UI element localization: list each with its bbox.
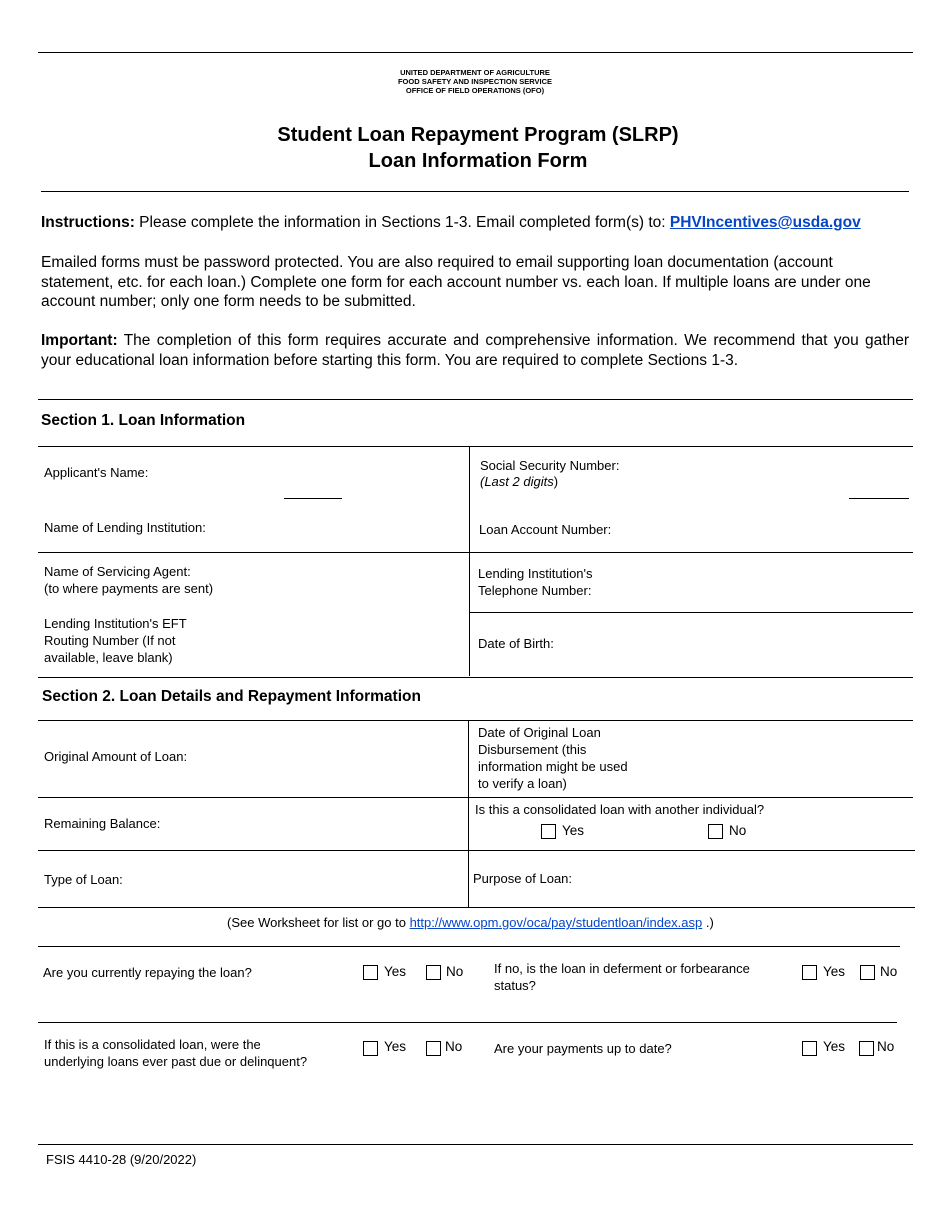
consolidated-question: Is this a consolidated loan with another individual? bbox=[475, 802, 765, 817]
dob-label: Date of Birth: bbox=[478, 636, 554, 651]
consolidated-yes-checkbox[interactable] bbox=[541, 824, 556, 839]
disbursement-label-line4: to verify a loan) bbox=[478, 776, 567, 791]
worksheet-rule bbox=[38, 946, 900, 947]
important-label: Important: bbox=[41, 332, 118, 349]
ssn-underline bbox=[849, 498, 909, 499]
agency-line-3: OFFICE OF FIELD OPERATIONS (OFO) bbox=[405, 86, 545, 95]
consolidated-no-checkbox[interactable] bbox=[708, 824, 723, 839]
lending-institution-label: Name of Lending Institution: bbox=[44, 520, 206, 535]
section1-row3-rule bbox=[469, 612, 913, 613]
original-amount-label: Original Amount of Loan: bbox=[44, 749, 188, 764]
password-paragraph: Emailed forms must be password protected. You are also required to email supporting loan documentation (account statement, etc. for each loan.) Complete one form for each account number vs. each loan. If multiple loans are under one account number; only one form needs to be submitted. bbox=[41, 254, 871, 310]
agency-line-1: UNITED DEPARTMENT OF AGRICULTURE bbox=[400, 68, 550, 77]
up-to-date-yes-label: Yes bbox=[823, 1039, 846, 1054]
deferment-yes-label: Yes bbox=[823, 964, 846, 979]
past-due-yes-checkbox[interactable] bbox=[363, 1041, 378, 1056]
remaining-balance-label: Remaining Balance: bbox=[44, 816, 161, 831]
applicant-name-underline bbox=[284, 498, 342, 499]
section1-row2-rule bbox=[38, 552, 913, 553]
section2-heading: Section 2. Loan Details and Repayment Information bbox=[42, 688, 421, 705]
form-number: FSIS 4410-28 (9/20/2022) bbox=[46, 1152, 197, 1167]
disbursement-label-line1: Date of Original Loan bbox=[478, 725, 601, 740]
consolidated-yes-label: Yes bbox=[562, 823, 585, 838]
ssn-note-close: ) bbox=[553, 474, 559, 489]
top-rule bbox=[38, 52, 913, 53]
deferment-no-label: No bbox=[880, 964, 898, 979]
lender-phone-label-line2: Telephone Number: bbox=[478, 583, 592, 598]
deferment-yes-checkbox[interactable] bbox=[802, 965, 817, 980]
disbursement-label-line2: Disbursement (this bbox=[478, 742, 587, 757]
past-due-question-line2: underlying loans ever past due or delinquent? bbox=[44, 1054, 308, 1069]
applicant-name-label: Applicant's Name: bbox=[44, 465, 149, 480]
section1-heading: Section 1. Loan Information bbox=[41, 412, 246, 429]
section1-bottom-rule bbox=[38, 677, 913, 678]
section2-row2-rule bbox=[38, 850, 915, 851]
email-link[interactable]: PHVIncentives@usda.gov bbox=[669, 214, 861, 231]
repaying-no-label: No bbox=[446, 964, 464, 979]
type-of-loan-label: Type of Loan: bbox=[44, 872, 123, 887]
ssn-note bbox=[480, 473, 558, 490]
deferment-no-checkbox[interactable] bbox=[860, 965, 875, 980]
section2-row1-rule bbox=[38, 797, 913, 798]
title-rule bbox=[41, 191, 909, 192]
eft-label-line2: Routing Number (If not bbox=[44, 633, 176, 648]
eft-label-line1: Lending Institution's EFT bbox=[44, 616, 187, 631]
up-to-date-question: Are your payments up to date? bbox=[494, 1041, 672, 1056]
repaying-no-checkbox[interactable] bbox=[426, 965, 441, 980]
important-text: The completion of this form requires accurate and comprehensive information. We recommend that you gather your educational loan information before starting this form. You are required to complete Sections 1-3. bbox=[41, 332, 909, 369]
up-to-date-no-label: No bbox=[877, 1039, 895, 1054]
purpose-of-loan-label: Purpose of Loan: bbox=[473, 871, 573, 886]
loan-account-number-label: Loan Account Number: bbox=[479, 522, 612, 537]
deferment-question-line2: status? bbox=[494, 978, 536, 993]
repaying-yes-label: Yes bbox=[384, 964, 407, 979]
repaying-question: Are you currently repaying the loan? bbox=[43, 965, 252, 980]
worksheet-note bbox=[227, 914, 714, 931]
lender-phone-label-line1: Lending Institution's bbox=[478, 566, 593, 581]
section2-table-top bbox=[38, 720, 913, 721]
disbursement-label-line3: information might be used bbox=[478, 759, 628, 774]
servicing-agent-label-line2: (to where payments are sent) bbox=[44, 581, 214, 596]
past-due-no-label: No bbox=[445, 1039, 463, 1054]
past-due-no-checkbox[interactable] bbox=[426, 1041, 441, 1056]
section1-table-top bbox=[38, 446, 913, 447]
questions-rule bbox=[38, 1022, 897, 1023]
opm-studentloan-link[interactable]: http://www.opm.gov/oca/pay/studentloan/index.asp bbox=[409, 915, 703, 930]
section1-top-rule bbox=[38, 399, 913, 400]
important-paragraph bbox=[41, 331, 909, 370]
worksheet-prefix: (See Worksheet for list or go to bbox=[227, 915, 410, 930]
instructions-label: Instructions: bbox=[41, 214, 135, 231]
servicing-agent-label-line1: Name of Servicing Agent: bbox=[44, 564, 191, 579]
section2-bottom-rule bbox=[38, 907, 915, 908]
worksheet-suffix: .) bbox=[702, 915, 714, 930]
repaying-yes-checkbox[interactable] bbox=[363, 965, 378, 980]
section1-divider bbox=[469, 447, 470, 676]
ssn-label: Social Security Number: bbox=[480, 458, 620, 473]
instructions-paragraph bbox=[41, 213, 909, 233]
up-to-date-yes-checkbox[interactable] bbox=[802, 1041, 817, 1056]
past-due-question-line1: If this is a consolidated loan, were the bbox=[44, 1037, 261, 1052]
up-to-date-no-checkbox[interactable] bbox=[859, 1041, 874, 1056]
form-subtitle: Loan Information Form bbox=[368, 150, 588, 172]
section2-divider bbox=[468, 721, 469, 908]
agency-line-2: FOOD SAFETY AND INSPECTION SERVICE bbox=[397, 77, 553, 86]
eft-label-line3: available, leave blank) bbox=[44, 650, 173, 665]
consolidated-no-label: No bbox=[729, 823, 747, 838]
instructions-text: Please complete the information in Sections 1-3. Email completed form(s) to: bbox=[134, 214, 670, 231]
footer-rule bbox=[38, 1144, 913, 1145]
past-due-yes-label: Yes bbox=[384, 1039, 407, 1054]
form-title: Student Loan Repayment Program (SLRP) bbox=[277, 124, 679, 146]
ssn-note-text: (Last 2 digits bbox=[480, 474, 554, 489]
deferment-question-line1: If no, is the loan in deferment or forbearance bbox=[494, 961, 750, 976]
